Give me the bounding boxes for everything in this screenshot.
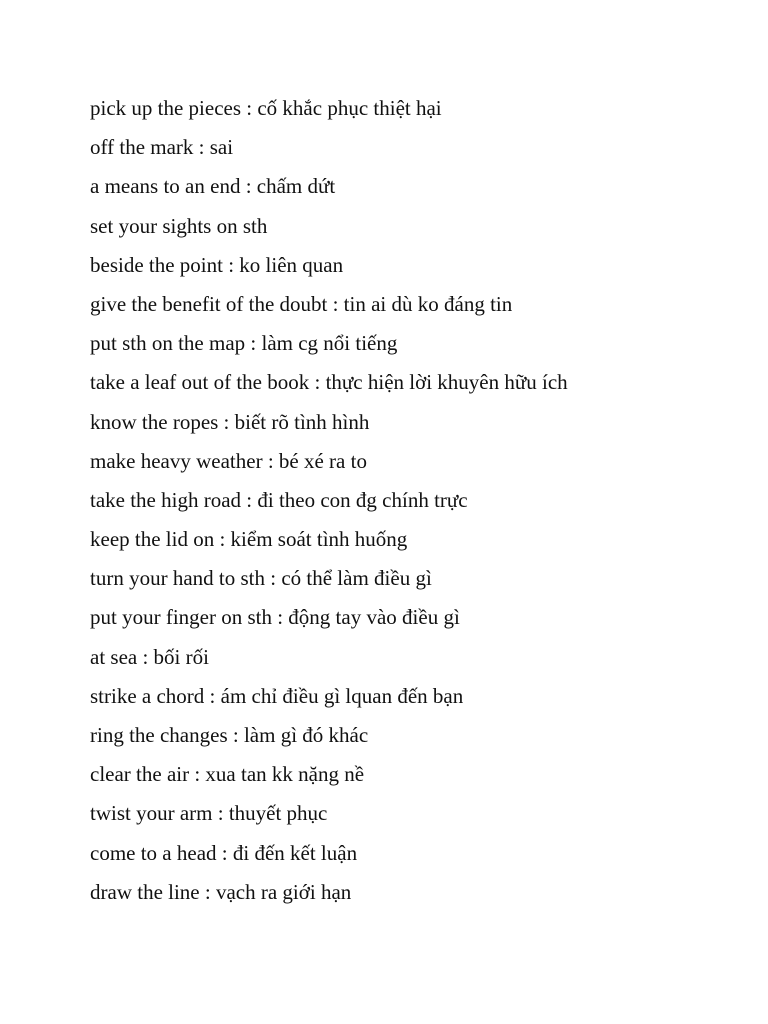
idiom-line: take the high road : đi theo con đg chính trực [90,487,468,512]
idiom-line: a means to an end : chấm dứt [90,174,336,199]
idiom-line: put sth on the map : làm cg nổi tiếng [90,331,398,356]
idiom-line: draw the line : vạch ra giới hạn [90,879,352,904]
idiom-line: twist your arm : thuyết phục [90,801,328,826]
idiom-line: strike a chord : ám chỉ điều gì lquan đến bạn [90,683,464,708]
idiom-line: ring the changes : làm gì đó khác [90,723,369,747]
idiom-line: clear the air : xua tan kk nặng nề [90,762,365,787]
idiom-line: pick up the pieces : cố khắc phục thiệt hại [90,96,442,120]
idiom-line: make heavy weather : bé xé ra to [90,448,367,473]
idiom-line: put your finger on sth : động tay vào điều gì [90,605,460,630]
idiom-list [90,89,568,912]
idiom-line: at sea : bối rối [90,644,209,669]
idiom-line: take a leaf out of the book : thực hiện lời khuyên hữu ích [90,370,568,395]
idiom-line: turn your hand to sth : có thể làm điều gì [90,566,432,591]
idiom-line: know the ropes : biết rõ tình hình [90,409,370,434]
idiom-line: keep the lid on : kiểm soát tình huống [90,527,408,552]
idiom-line: off the mark : sai [90,135,234,160]
idiom-line: give the benefit of the doubt : tin ai dù ko đáng tin [90,291,513,316]
idiom-line: come to a head : đi đến kết luận [90,840,358,865]
idiom-line: set your sights on sth [90,213,268,238]
idiom-line: beside the point : ko liên quan [90,252,344,277]
